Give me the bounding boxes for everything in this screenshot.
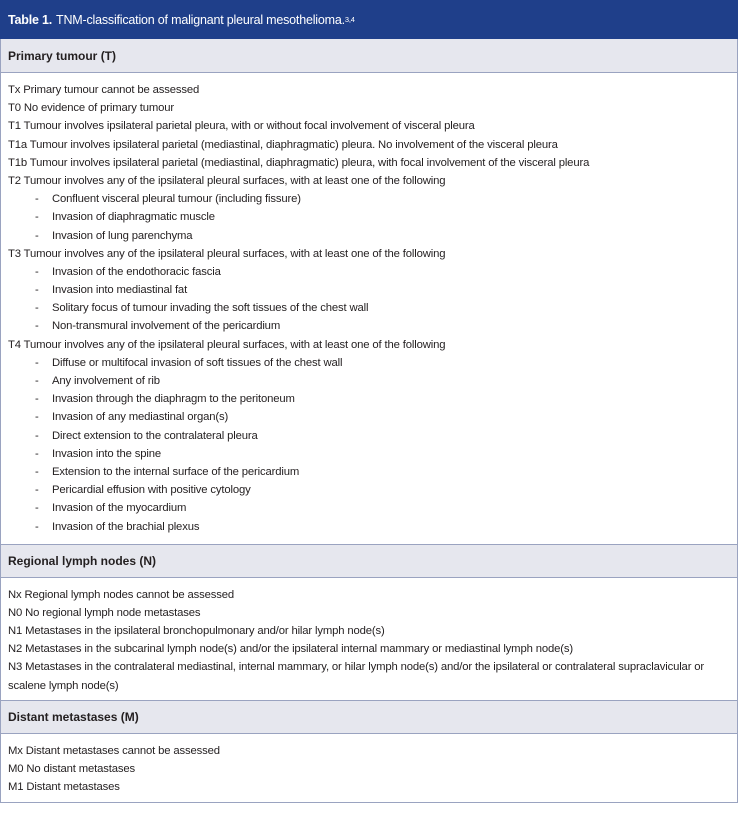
item-text: Confluent visceral pleural tumour (including fissure) (52, 193, 301, 206)
dash-bullet: - (35, 320, 39, 333)
section-regional-lymph-nodes (0, 544, 738, 700)
section-primary-tumour (0, 39, 738, 544)
sub-list-item (8, 372, 730, 390)
item-text: Mx Distant metastases cannot be assessed (8, 744, 220, 757)
sub-list-item (8, 281, 730, 299)
item-text: Tx Primary tumour cannot be assessed (8, 84, 200, 96)
item-text: T0 No evidence of primary tumour (8, 102, 174, 115)
list-item (8, 622, 730, 640)
dash-bullet: - (35, 520, 39, 533)
dash-bullet: - (35, 193, 39, 206)
list-item (8, 172, 730, 190)
sub-list-item (8, 390, 730, 408)
item-text: Pericardial effusion with positive cytology (52, 484, 251, 497)
sub-list-item (8, 208, 730, 226)
item-text: T4 Tumour involves any of the ipsilateral pleural surfaces, with at least one of the following (8, 338, 446, 351)
item-text: Invasion into the spine (52, 447, 161, 460)
dash-bullet: - (35, 229, 39, 242)
list-item (8, 742, 730, 760)
item-text: N0 No regional lymph node metastases (8, 606, 201, 619)
list-item (8, 245, 730, 263)
sub-list-item (8, 354, 730, 372)
item-text: Invasion of diaphragmatic muscle (52, 211, 215, 224)
table-caption: Table 1. TNM-classification of malignant pleural mesothelioma. 3,4 (0, 0, 738, 39)
section-body (1, 73, 737, 544)
item-text: M0 No distant metastases (8, 763, 135, 776)
dash-bullet: - (35, 356, 39, 369)
section-distant-metastases (0, 700, 738, 804)
item-text: Invasion of any mediastinal organ(s) (52, 411, 229, 424)
item-text: Extension to the internal surface of the pericardium (52, 465, 300, 478)
sub-list-item (8, 317, 730, 335)
dash-bullet: - (35, 284, 39, 297)
list-item (8, 99, 730, 117)
item-text: T3 Tumour involves any of the ipsilateral pleural surfaces, with at least one of the following (8, 247, 446, 260)
sub-list-item (8, 481, 730, 499)
sub-list-item (8, 499, 730, 517)
item-text: Non-transmural involvement of the pericardium (52, 320, 281, 333)
item-text: Invasion of the myocardium (52, 502, 187, 515)
item-text: Invasion into mediastinal fat (52, 284, 188, 297)
item-text: N3 Metastases in the contralateral mediastinal, internal mammary, or hilar lymph node(s) and/or the ipsilateral or contralateral supraclavicular or scalene lymph node(s) (8, 661, 705, 692)
dash-bullet: - (35, 429, 39, 442)
dash-bullet: - (35, 447, 39, 460)
list-item (8, 136, 730, 154)
item-text: T1b Tumour involves ipsilateral parietal (mediastinal, diaphragmatic) pleura, with focal involvement of the visceral pleura (8, 156, 590, 169)
dash-bullet: - (35, 502, 39, 515)
caption-text: TNM-classification of malignant pleural mesothelioma. (56, 12, 345, 27)
section-heading: Primary tumour (T) (1, 39, 737, 73)
sub-list-item (8, 263, 730, 281)
dash-bullet: - (35, 302, 39, 315)
item-text: N1 Metastases in the ipsilateral bronchopulmonary and/or hilar lymph node(s) (8, 625, 385, 638)
list-item (8, 154, 730, 172)
section-heading: Distant metastases (M) (1, 700, 737, 734)
list-item (8, 81, 730, 99)
item-text: Solitary focus of tumour invading the soft tissues of the chest wall (52, 302, 369, 315)
section-body (1, 578, 737, 700)
dash-bullet: - (35, 411, 39, 424)
caption-label: Table 1. (8, 12, 53, 27)
list-item (8, 604, 730, 622)
sub-list-item (8, 427, 730, 445)
sub-list-item (8, 299, 730, 317)
list-item (8, 778, 730, 796)
dash-bullet: - (35, 393, 39, 406)
item-text: Diffuse or multifocal invasion of soft tissues of the chest wall (52, 356, 343, 369)
dash-bullet: - (35, 375, 39, 387)
dash-bullet: - (35, 211, 39, 224)
item-text: T2 Tumour involves any of the ipsilateral pleural surfaces, with at least one of the following (8, 174, 446, 187)
item-text: T1a Tumour involves ipsilateral parietal (mediastinal, diaphragmatic) pleura. No involvement of the visceral pleura (8, 138, 558, 151)
item-text: T1 Tumour involves ipsilateral parietal pleura, with or without focal involvement of visceral pleura (8, 120, 475, 133)
item-text: Invasion through the diaphragm to the peritoneum (52, 393, 295, 406)
list-item (8, 640, 730, 658)
item-text: Invasion of the endothoracic fascia (52, 265, 221, 278)
list-item (8, 586, 730, 604)
item-text: Invasion of lung parenchyma (52, 229, 193, 242)
list-item (8, 760, 730, 778)
dash-bullet: - (35, 465, 39, 478)
sub-list-item (8, 463, 730, 481)
section-body (1, 734, 737, 804)
sub-list-item (8, 445, 730, 463)
section-heading: Regional lymph nodes (N) (1, 544, 737, 578)
list-item (8, 658, 730, 694)
item-text: Any involvement of rib (52, 375, 160, 387)
sub-list-item (8, 190, 730, 208)
list-item (8, 117, 730, 135)
item-text: Invasion of the brachial plexus (52, 520, 200, 533)
item-text: N2 Metastases in the subcarinal lymph node(s) and/or the ipsilateral internal mammary or mediastinal lymph node(s) (8, 643, 573, 656)
item-text: Direct extension to the contralateral pleura (52, 429, 258, 442)
dash-bullet: - (35, 265, 39, 278)
sub-list-item (8, 408, 730, 426)
sub-list-item (8, 227, 730, 245)
item-text: M1 Distant metastases (8, 781, 120, 794)
sub-list-item (8, 518, 730, 536)
dash-bullet: - (35, 484, 39, 497)
item-text: Nx Regional lymph nodes cannot be assessed (8, 588, 235, 601)
list-item (8, 336, 730, 354)
